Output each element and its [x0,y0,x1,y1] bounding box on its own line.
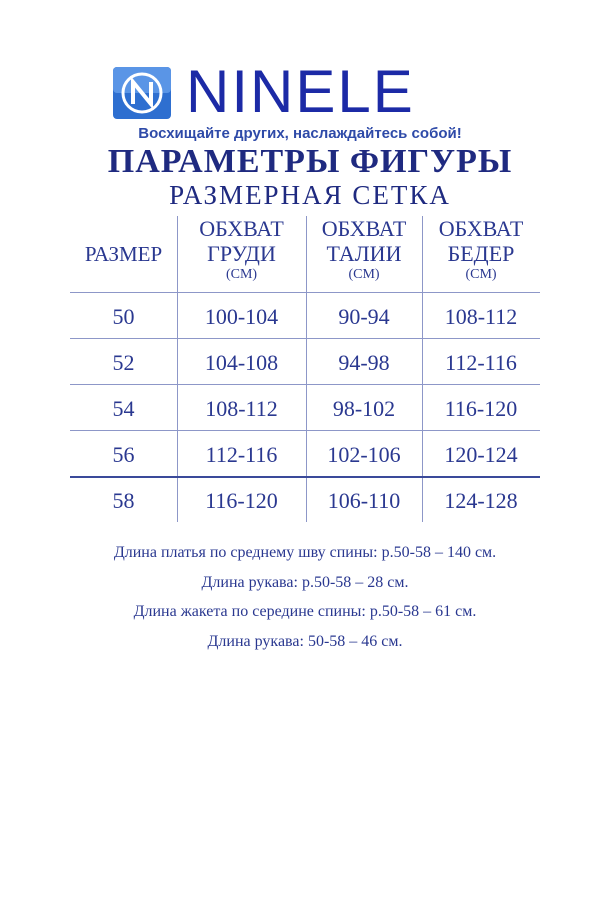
measurement-notes [0,538,600,656]
ninele-n-mark-icon [112,66,172,120]
header-hips-unit: (СМ) [465,267,497,282]
cell-hips: 108-112 [444,304,518,329]
cell-waist: 106-110 [327,488,401,513]
cell-size: 50 [112,304,135,329]
header-waist [306,216,422,292]
note-dress-length: Длина платья по среднему шву спины: р.50-58 – 140 см. [113,544,497,561]
cell-chest: 100-104 [204,304,279,329]
size-table [70,216,540,524]
header-chest [177,216,306,292]
header-size: РАЗМЕР [84,242,163,266]
cell-waist: 102-106 [327,442,401,467]
note-sleeve-length: Длина рукава: р.50-58 – 28 см. [201,573,409,591]
cell-chest: 104-108 [204,350,279,375]
header-hips-line2: БЕДЕР [447,241,515,266]
cell-size: 54 [112,396,135,421]
page-title: ПАРАМЕТРЫ ФИГУРЫ [107,143,513,180]
header-waist-unit: (СМ) [348,267,380,282]
header-waist-line1: ОБХВАТ [321,216,407,241]
cell-hips: 120-124 [444,442,518,467]
cell-chest: 116-120 [205,488,278,513]
brand-logo [112,58,502,126]
cell-chest: 108-112 [205,396,278,421]
brand-name: NINELE [186,58,415,125]
cell-hips: 124-128 [444,488,518,513]
brand-slogan: Восхищайте других, наслаждайтесь собой! [138,125,462,142]
header-hips [422,216,540,292]
cell-waist: 98-102 [332,396,396,421]
cell-chest: 112-116 [205,442,278,467]
note-jacket-sleeve-length: Длина рукава: 50-58 – 46 см. [207,632,403,650]
cell-size: 56 [112,442,135,467]
row-divider [70,292,540,293]
header-hips-line1: ОБХВАТ [438,216,524,241]
cell-size: 52 [112,350,135,375]
cell-waist: 90-94 [338,304,390,329]
note-jacket-length: Длина жакета по середине спины: р.50-58 – 61 см. [133,603,477,620]
cell-waist: 94-98 [338,350,390,375]
header-chest-unit: (СМ) [225,267,258,282]
page-subtitle: РАЗМЕРНАЯ СЕТКА [169,180,451,210]
cell-hips: 112-116 [445,350,517,375]
header-chest-line1: ОБХВАТ [199,216,284,241]
cell-hips: 116-120 [444,396,518,421]
cell-size: 58 [112,488,135,513]
header-waist-line2: ТАЛИИ [326,241,402,266]
header-chest-line2: ГРУДИ [207,241,276,266]
